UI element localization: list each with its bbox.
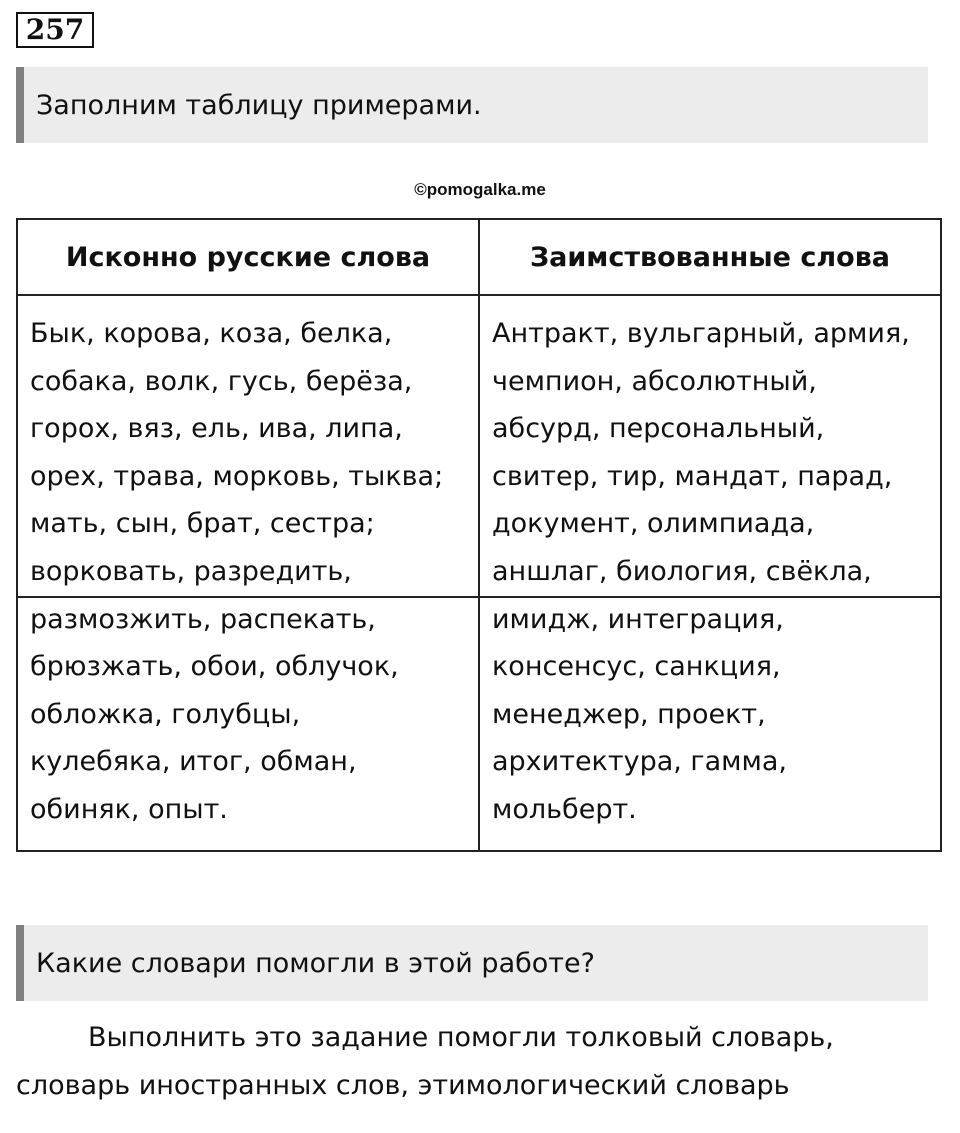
header-borrowed-words: Заимствованные слова: [479, 219, 941, 295]
intro-banner: [16, 67, 928, 143]
question-text: Какие словари помогли в этой работе?: [36, 947, 595, 979]
intro-text: Заполним таблицу примерами.: [36, 89, 482, 121]
question-banner: [16, 925, 928, 1001]
words-table: [16, 218, 942, 852]
table-row-divider: [16, 596, 942, 598]
header-native-words: Исконно русские слова: [17, 219, 479, 295]
table-header-row: [17, 219, 941, 295]
borrowed-words-cell: Антракт, вульгарный, армия, чемпион, абсолютный, абсурд, персональный, свитер, тир, мандат, парад, документ, олимпиада, аншлаг, биология, свёкла, имидж, интеграция, консенсус, санкция, менеджер, проект, архитектура, гамма, мольберт.: [479, 295, 941, 851]
watermark: ©pomogalka.me: [414, 180, 546, 199]
task-number: 257: [16, 12, 94, 48]
table-row: [17, 295, 941, 851]
native-words-cell: Бык, корова, коза, белка, собака, волк, гусь, берёза, горох, вяз, ель, ива, липа, орех, трава, морковь, тыква; мать, сын, брат, сестра; ворковать, разредить, размозжить, распекать, брюзжать, обои, облучок, обложка, голубцы, кулебяка, итог, обман, обиняк, опыт.: [17, 295, 479, 851]
answer-paragraph: Выполнить это задание помогли толковый словарь, словарь иностранных слов, этимологический словарь: [16, 1022, 834, 1101]
